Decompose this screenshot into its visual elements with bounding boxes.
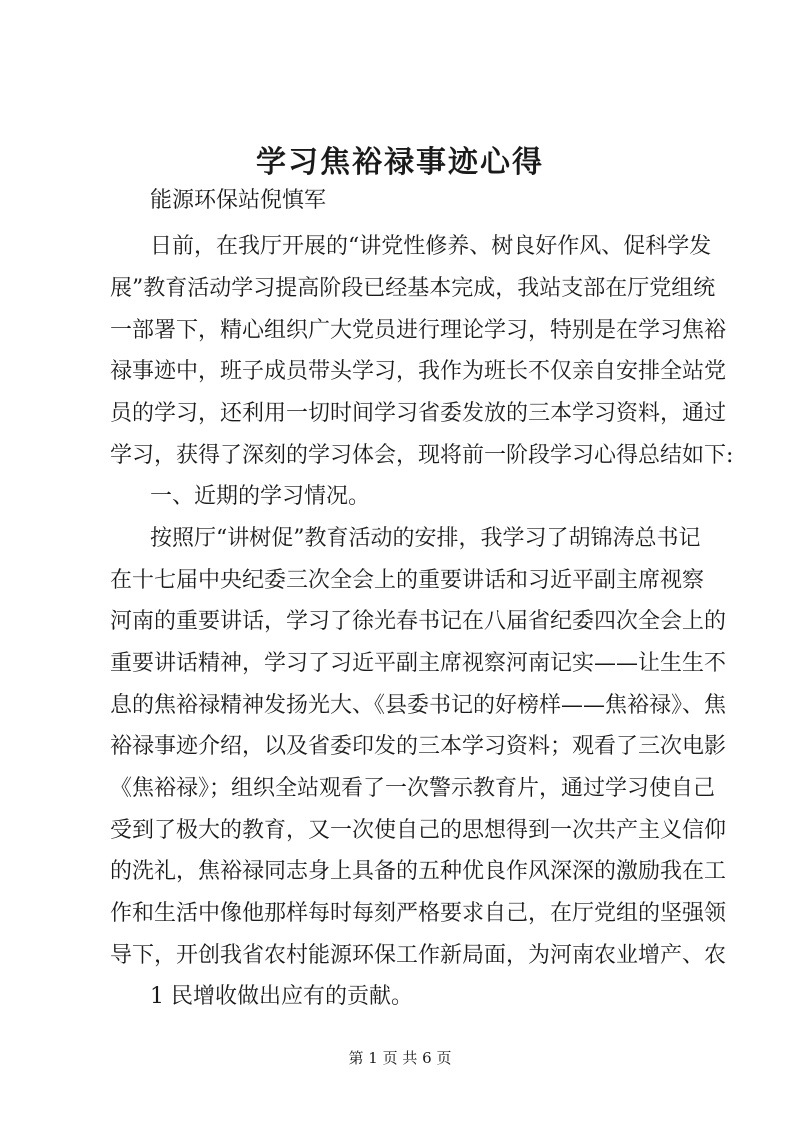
document-title: 学习焦裕禄事迹心得 — [256, 145, 544, 180]
body-line: 展”教育活动学习提高阶段已经基本完成，我站支部在厅党组统 — [110, 276, 716, 301]
body-line: 息的焦裕禄精神发扬光大、《县委书记的好榜样——焦裕禄》、焦 — [110, 693, 727, 718]
body-line: 一部署下，精心组织广大党员进行理论学习，特别是在学习焦裕 — [110, 318, 727, 343]
body-line: 作和生活中像他那样每时每刻严格要求自己，在厅党组的坚强领 — [110, 901, 727, 926]
body-line: 学习，获得了深刻的学习体会，现将前一阶段学习心得总结如下: — [110, 443, 734, 468]
body-line: 的洗礼，焦裕禄同志身上具备的五种优良作风深深的激励我在工 — [110, 859, 727, 884]
body-line: 导下，开创我省农村能源环保工作新局面，为河南农业增产、农 — [110, 943, 727, 968]
body-line: 禄事迹中，班子成员带头学习，我作为班长不仅亲自安排全站党 — [110, 359, 727, 384]
body-line: 员的学习，还利用一切时间学习省委发放的三本学习资料，通过 — [110, 401, 727, 426]
body-line: 日前，在我厅开展的“讲党性修养、树良好作风、促科学发 — [150, 234, 712, 259]
body-line: 裕禄事迹介绍，以及省委印发的三本学习资料；观看了三次电影 — [110, 734, 727, 759]
body-line: 重要讲话精神，学习了习近平副主席视察河南记实——让生生不 — [110, 651, 727, 676]
body-line: 在十七届中央纪委三次全会上的重要讲话和习近平副主席视察 — [110, 568, 705, 593]
author-line: 能源环保站倪慎军 — [150, 188, 327, 213]
body-line: 受到了极大的教育，又一次使自己的思想得到一次共产主义信仰 — [110, 818, 727, 843]
page-number: 第 1 页 共 6 页 — [348, 1049, 452, 1067]
body-line: 《焦裕禄》；组织全站观看了一次警示教育片，通过学习使自己 — [110, 776, 716, 801]
body-line: 河南的重要讲话，学习了徐光春书记在八届省纪委四次全会上的 — [110, 609, 727, 634]
section-heading: 一、近期的学习情况。 — [150, 484, 371, 509]
body-line: 1 民增收做出应有的贡献。 — [150, 984, 413, 1009]
body-line: 按照厅“讲树促”教育活动的安排，我学习了胡锦涛总书记 — [150, 526, 701, 551]
